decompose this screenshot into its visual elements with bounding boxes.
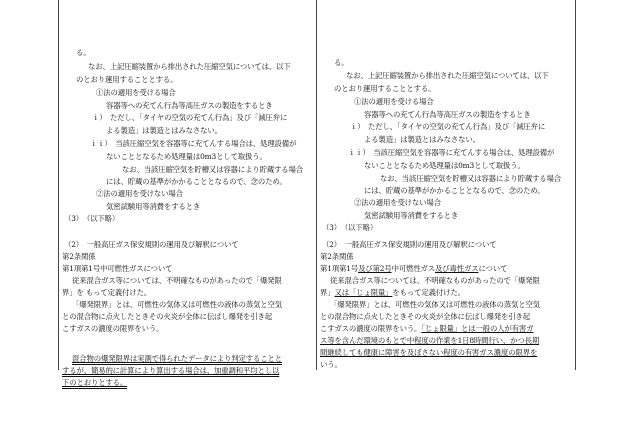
text-line: 界」を もって定義付けた。 [62,288,152,297]
added-text-line: ス等を含んだ環境のもとで中程度の作業を1日8時間行い、かつ長期 [320,336,540,345]
text-span: こすガスの濃度の限界をいう。 [320,324,422,333]
text-line: ｉｉ） 当該圧縮空気を容器等に充てんする場合は、処理設備が [348,148,555,157]
text-line [320,264,507,274]
center-divider-line [316,0,317,370]
text-line: ②法の適用を受けない場合 [354,198,441,207]
text-line [320,288,465,298]
text-line: との混合物に点火したときその火炎が全体に伝ぱし爆発を引き起 [62,312,272,321]
added-text: 「じょ限量」とは一般の人が有害ガ [421,324,534,333]
deleted-text-line: するが、簡易的に計算により算出する場合は、加重調和平均とし以 [62,366,280,375]
text-line: こすガスの濃度の限界をいう。 [62,324,164,333]
text-line: のとおり運用することとする。 [334,84,436,93]
text-line: には、貯蔵の基準がかかることとなるので、念のため。 [364,186,545,195]
added-text-line: 間継続しても健康に障害を及ぼさない程度の有害ガス濃度の限界を [320,348,538,357]
added-text: 及び第2号 [358,264,392,273]
text-line: なお、上記圧縮装置から排出された圧縮空気については、以下 [346,71,549,80]
text-line: 容器等への充てん行為等高圧ガスの製造をするとき [364,110,531,119]
text-line: ①法の適用を受ける場合 [96,88,176,97]
text-line: 容器等への充てん行為等高圧ガスの製造をするとき [106,101,273,110]
text-line: 気密試験用等消費をするとき [364,211,459,220]
text-line: ないこととなるため処理量は0m3として取扱う。 [364,161,525,170]
text-line: 「爆発限界」とは、可燃性の気体又は可燃性の液体の蒸気と空気 [330,300,540,309]
text-span: について [478,264,508,273]
text-line: 従来混合ガス等については、不明確なものがあったので「爆発限 [72,276,282,285]
text-line: ｉｉ） 当該圧縮空気を容器等に充てんする場合は、処理設備が [90,139,297,148]
text-line: のとおり運用することとする。 [76,75,178,84]
text-line: 第2条関係 [62,252,96,261]
text-line: 気密試験用等消費をするとき [106,202,201,211]
text-line: ①法の適用を受ける場合 [354,97,434,106]
added-text: 又は「じょ限量」 [334,288,393,297]
text-line: る。 [334,58,349,67]
added-text: 及び毒性ガス [435,264,479,273]
text-line: なお、当該圧縮空気を貯槽又は容器により貯蔵する場合 [122,165,304,174]
text-line [320,324,533,334]
text-line: る。 [76,48,91,57]
deleted-text-line: 混合物の爆発限界は実測で得られたデータにより判定することと [72,354,282,363]
text-line: ないこととなるため処理量は0m3として取扱う。 [106,152,267,161]
text-line: ｉ） ただし、「タイヤの空気の充てん行為」及び「減圧弁に [350,122,546,131]
text-span: 中可燃性ガス [391,264,436,273]
text-span: 第1項第1号 [320,264,359,273]
text-line: （3） （以下略） [322,223,378,232]
text-line: ②法の適用を受けない場合 [96,189,183,198]
text-span: 界」 [320,288,335,297]
text-span: をもって定義付けた。 [392,288,465,297]
text-line: ｉ） ただし、「タイヤの空気の充てん行為」及び「減圧弁に [92,113,288,122]
text-line: 従来混合ガス等については、不明確なものがあったので「爆発限 [330,276,540,285]
text-line: よる製造」は製造とはみなさない。 [106,126,222,135]
deleted-text-line: 下のとおりとする。 [62,378,128,387]
section-heading: （2） 一般高圧ガス保安規則の運用及び解釈について [64,240,239,249]
section-heading: （2） 一般高圧ガス保安規則の運用及び解釈について [322,240,497,249]
text-line: （3） （以下略） [64,214,120,223]
text-line: なお、上記圧縮装置から排出された圧縮空気については、以下 [88,62,291,71]
text-line: いう。 [320,360,342,369]
text-line: 第1項第1号中可燃性ガスについて [62,264,173,273]
right-border-line [575,0,576,370]
text-line: 第2条関係 [320,252,354,261]
text-line: よる製造」は製造とはみなさない。 [364,135,480,144]
text-line: との混合物に点火したときその火炎が全体に伝ぱし爆発を引き起 [320,312,530,321]
text-line: には、貯蔵の基準がかかることとなるので、念のため。 [106,177,287,186]
left-border-line [58,0,59,370]
text-line: 「爆発限界」とは、可燃性の気体又は可燃性の液体の蒸気と空気 [72,300,282,309]
text-line: なお、当該圧縮空気を貯槽又は容器により貯蔵する場合 [380,174,562,183]
